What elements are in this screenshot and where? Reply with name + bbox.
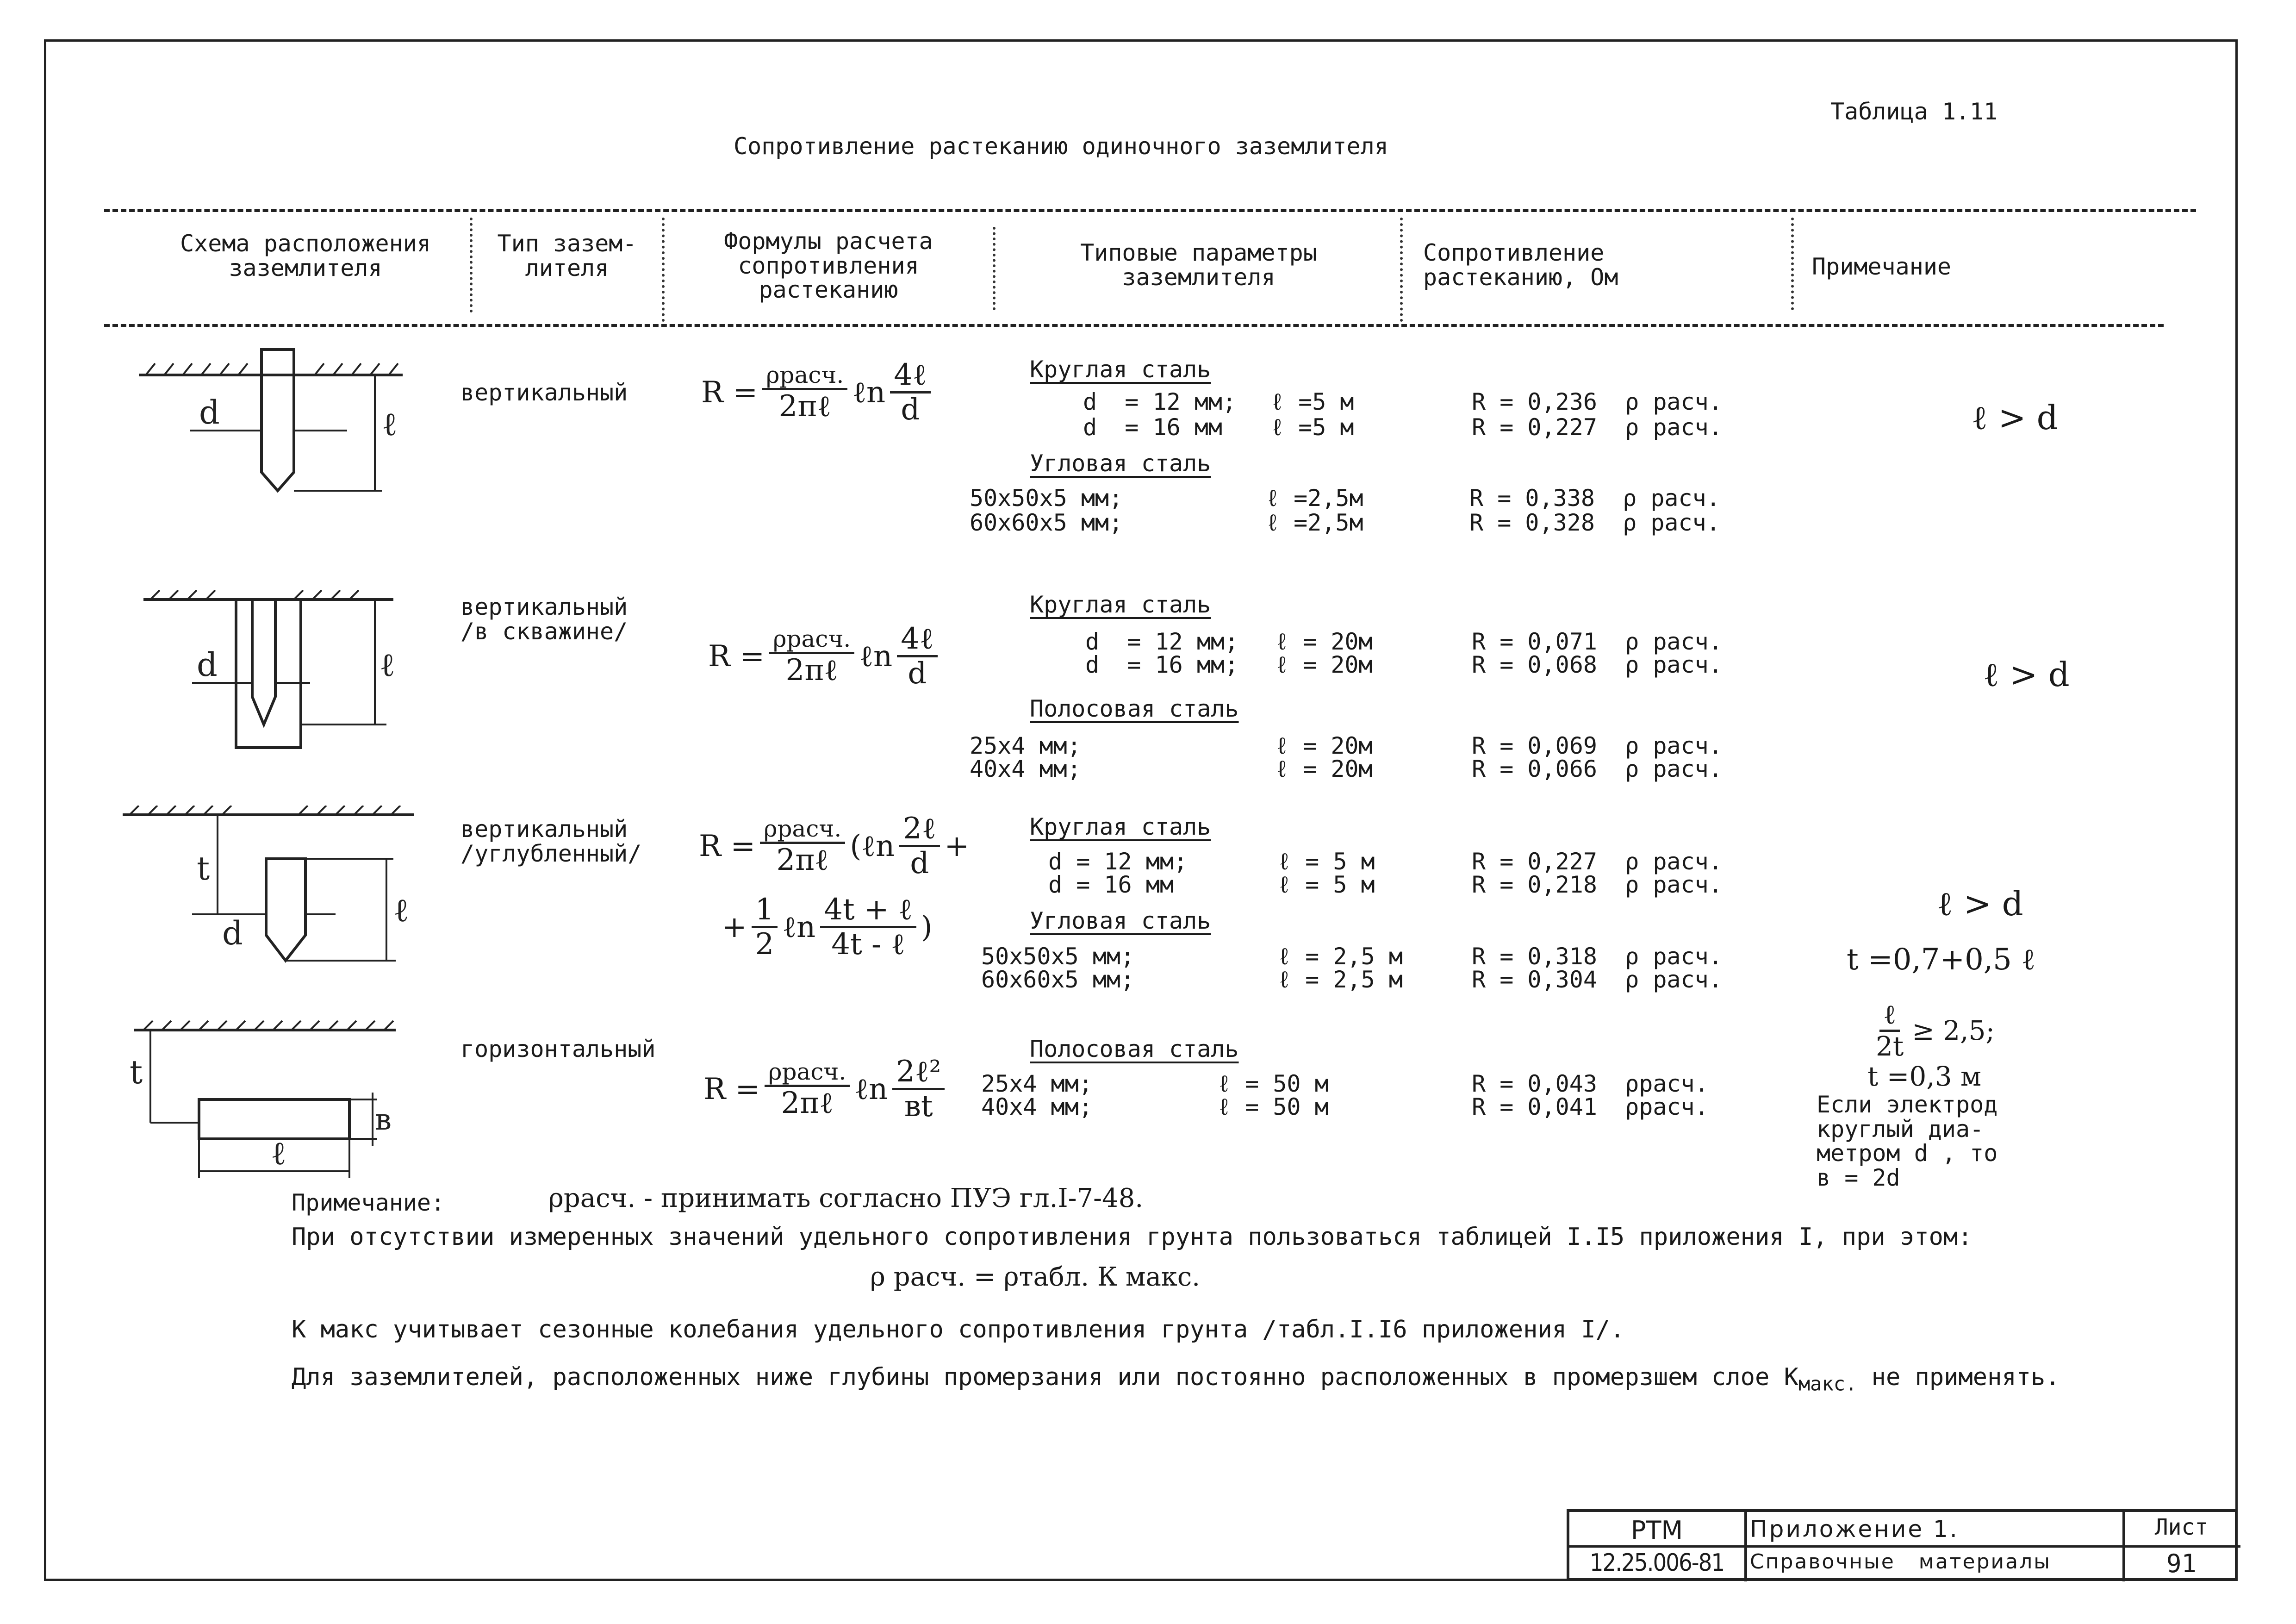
header-formulas: Формулы расчета сопротивления растеканию (724, 228, 933, 303)
row2-group1-heading: Круглая сталь (1030, 591, 1211, 618)
stamp-code-bottom: 12.25.006-81 (1589, 1549, 1724, 1577)
row1-group1-heading: Круглая сталь (1030, 356, 1211, 383)
header-resistance: Сопротивление растеканию, Ом (1423, 239, 1618, 291)
row2-group2-heading: Полосовая сталь (1030, 695, 1239, 722)
param-len: ℓ = 20м (1275, 756, 1373, 782)
col-sep (662, 218, 665, 322)
param-dim: d = 12 мм; (1083, 388, 1237, 415)
row1-group2-heading: Угловая сталь (1030, 450, 1211, 477)
param-dim: 25х4 мм; (970, 732, 1081, 759)
param-len: ℓ = 50 м (1217, 1093, 1329, 1120)
row3-formula-line1: R = $\frac{\text{ρрасч.}}{\text{2πℓ}}$ (ℓn $\frac{\text{2ℓ}}{d}$ + (699, 812, 970, 881)
header-bottom-rule (104, 324, 2164, 327)
col-sep (993, 227, 996, 310)
stamp-materials: Справочные материалы (1750, 1550, 2051, 1574)
param-dim: d = 16 мм (1048, 871, 1174, 898)
col-sep (1400, 218, 1403, 322)
row4-type: горизонтальный (460, 1036, 656, 1062)
row1-formula: R = $\frac{\text{ρрасч.}}{\text{2πℓ}}$ ℓn $\frac{\text{4ℓ}}{d}$ (701, 359, 935, 426)
title-block (1567, 1509, 2238, 1581)
footnote-line4: К макс учитывает сезонные колебания удельного сопротивления грунта /табл.I.I6 приложения I/. (292, 1316, 1625, 1343)
row3-formula-line2: + $\frac{1}{2}$ ℓn $\frac{\text{4t + ℓ}}{\text{4t - ℓ}}$ ) (722, 893, 933, 962)
row1-type: вертикальный (460, 379, 628, 406)
row1-note: ℓ > d (1972, 398, 2058, 437)
row3-group1-heading: Круглая сталь (1030, 813, 1211, 840)
header-scheme: Схема расположения заземлителя (180, 230, 431, 281)
row4-note3: Если электрод круглый диа- метром d , то в = 2d (1817, 1091, 1998, 1191)
sketch-vertical-deep (118, 806, 419, 991)
footnote-line5: Для заземлителей, расположенных ниже глубины промерзания или постоянно расположенных в промерзшем слое $К_{макс.}$ не применять. (292, 1363, 2060, 1395)
row4-group1-heading: Полосовая сталь (1030, 1036, 1239, 1062)
param-dim: d = 12 мм; (1085, 628, 1239, 655)
param-dim: 50х50х5 мм; (970, 485, 1123, 512)
param-len: ℓ =2,5м (1266, 509, 1363, 536)
stamp-sheet-number: 91 (2166, 1549, 2197, 1578)
row4-note-ratio: $\frac{\text{ℓ}}{2t}$ ≥ 2,5; (1876, 999, 1995, 1062)
param-dim: 40х4 мм; (970, 756, 1081, 782)
table-label: Таблица 1.11 (1830, 98, 1998, 125)
resistance-value: R = 0,066 ρ расч. (1472, 756, 1723, 782)
param-dim: d = 16 мм (1083, 414, 1223, 441)
sketch-vertical-well (134, 590, 412, 757)
svg-text:d: d (197, 646, 218, 684)
param-len: ℓ = 50 м (1217, 1070, 1329, 1097)
stamp-sheet-label: Лист (2154, 1514, 2209, 1540)
resistance-value: R = 0,227 ρ расч. (1472, 848, 1723, 875)
row3-note2: t =0,7+0,5 ℓ (1847, 943, 2035, 977)
resistance-value: R = 0,328 ρ расч. (1469, 509, 1720, 536)
row2-formula: R = $\frac{\text{ρрасч.}}{\text{2πℓ}}$ ℓn $\frac{\text{4ℓ}}{d}$ (708, 623, 942, 690)
label-l: ℓ (382, 405, 398, 443)
stamp-appendix: Приложение 1. (1750, 1516, 1959, 1543)
resistance-value: R = 0,318 ρ расч. (1472, 943, 1723, 970)
footnote-line3: ρ расч. = ρтабл. К макс. (870, 1262, 1201, 1292)
row3-type: вертикальный /углубленный/ (460, 816, 642, 867)
row4-formula: R = $\frac{\text{ρрасч.}}{\text{2πℓ}}$ ℓn $\frac{\text{2ℓ²}}{вt}$ (703, 1056, 949, 1123)
header-type: Тип зазем- лителя (497, 230, 637, 281)
sketch-horizontal (125, 1018, 421, 1194)
param-len: ℓ =5 м (1270, 414, 1354, 441)
sketch-vertical (130, 343, 417, 509)
resistance-value: R = 0,068 ρ расч. (1472, 651, 1723, 678)
param-len: ℓ = 20м (1275, 651, 1373, 678)
resistance-value: R = 0,236 ρ расч. (1472, 388, 1723, 415)
label-d: d (199, 394, 220, 431)
header-top-rule (104, 209, 2196, 212)
param-len: ℓ = 2,5 м (1277, 966, 1403, 993)
svg-text:t: t (130, 1053, 143, 1091)
row3-group2-heading: Угловая сталь (1030, 907, 1211, 934)
resistance-value: R = 0,041 ρрасч. (1472, 1093, 1709, 1120)
footnote-line2: При отсутствии измеренных значений удельного сопротивления грунта пользоваться таблицей I.I5 приложения I, при этом: (292, 1223, 1972, 1251)
row2-type: вертикальный /в скважине/ (460, 593, 628, 645)
svg-text:t: t (197, 849, 210, 887)
stamp-code-top: РТМ (1630, 1516, 1683, 1545)
svg-text:ℓ: ℓ (393, 891, 409, 929)
param-dim: 50х50х5 мм; (981, 943, 1135, 970)
row2-note: ℓ > d (1983, 655, 2070, 694)
resistance-value: R = 0,304 ρ расч. (1472, 966, 1723, 993)
param-len: ℓ = 20м (1275, 732, 1373, 759)
resistance-value: R = 0,069 ρ расч. (1472, 732, 1723, 759)
param-len: ℓ =2,5м (1266, 485, 1363, 512)
param-len: ℓ = 20м (1275, 628, 1373, 655)
page-title: Сопротивление растеканию одиночного заземлителя (734, 133, 1388, 160)
footnote-line1: ρрасч. - принимать согласно ПУЭ гл.I-7-48. (548, 1183, 1144, 1213)
param-len: ℓ =5 м (1270, 388, 1354, 415)
header-note: Примечание (1812, 253, 1952, 280)
resistance-value: R = 0,043 ρрасч. (1472, 1070, 1709, 1097)
param-dim: 25х4 мм; (981, 1070, 1093, 1097)
svg-text:d: d (222, 914, 243, 952)
header-params: Типовые параметры заземлителя (1080, 239, 1317, 291)
param-len: ℓ = 5 м (1277, 871, 1375, 898)
footnote-label: Примечание: (292, 1189, 445, 1216)
param-dim: 40х4 мм; (981, 1093, 1093, 1120)
svg-text:в: в (375, 1103, 392, 1137)
param-len: ℓ = 2,5 м (1277, 943, 1403, 970)
resistance-value: R = 0,227 ρ расч. (1472, 414, 1723, 441)
col-sep (1791, 218, 1794, 310)
param-dim: d = 16 мм; (1085, 651, 1239, 678)
resistance-value: R = 0,218 ρ расч. (1472, 871, 1723, 898)
param-dim: d = 12 мм; (1048, 848, 1188, 875)
param-len: ℓ = 5 м (1277, 848, 1375, 875)
svg-text:ℓ: ℓ (271, 1134, 286, 1172)
param-dim: 60х60х5 мм; (970, 509, 1123, 536)
param-dim: 60х60х5 мм; (981, 966, 1135, 993)
resistance-value: R = 0,071 ρ расч. (1472, 628, 1723, 655)
col-sep (470, 218, 473, 312)
row4-note2: t =0,3 м (1867, 1061, 1982, 1092)
row3-note: ℓ > d (1937, 884, 2023, 923)
resistance-value: R = 0,338 ρ расч. (1469, 485, 1720, 512)
svg-text:ℓ: ℓ (380, 646, 395, 684)
